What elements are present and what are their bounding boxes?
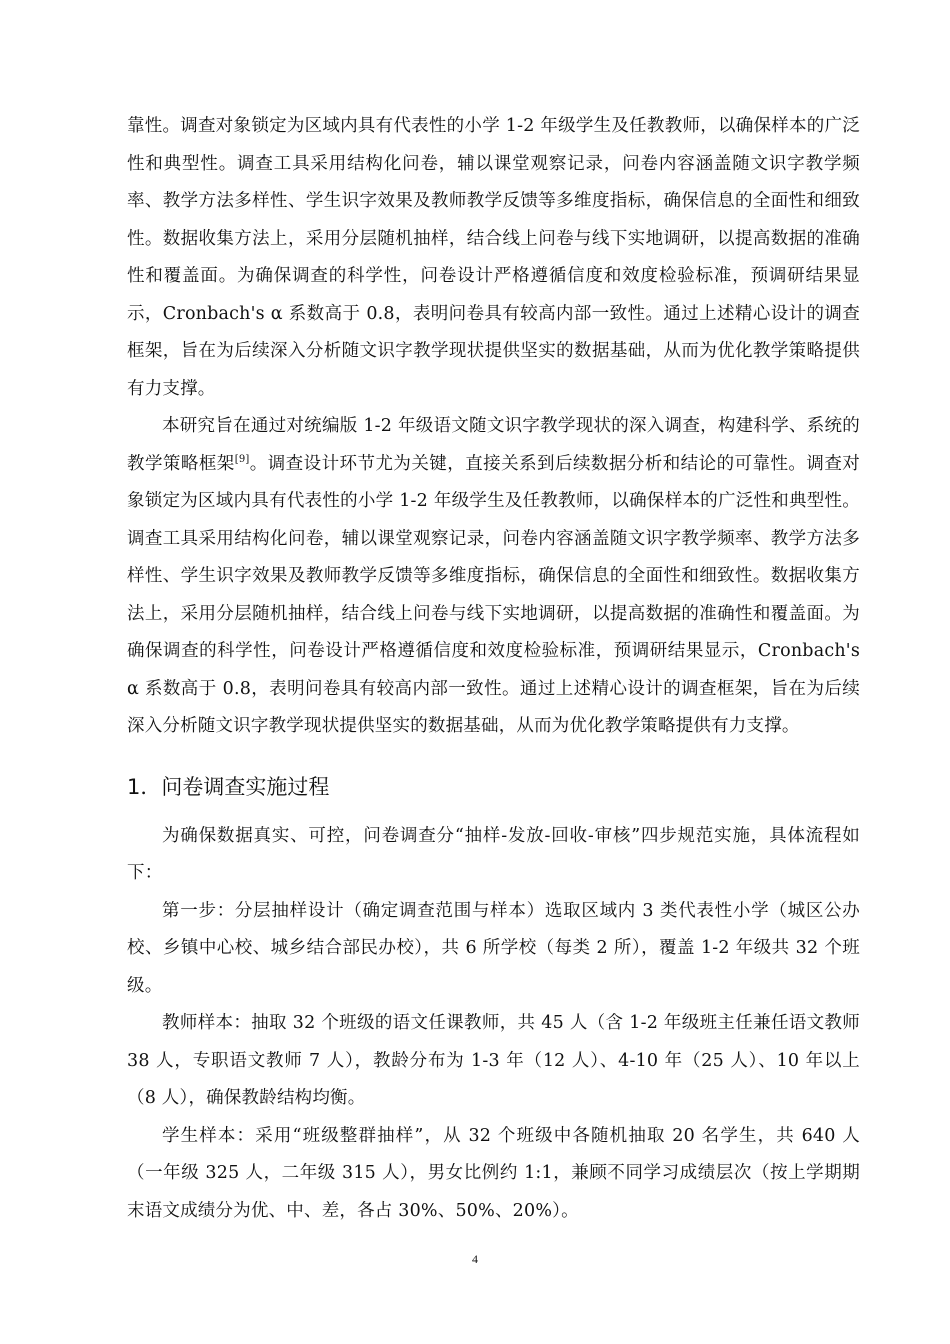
paragraph-student-sample: 学生样本：采用“班级整群抽样”，从 32 个班级中各随机抽取 20 名学生，共 640 人（一年级 325 人，二年级 315 人），男女比例约 1:1，兼顾不同学习成绩层次（按上学期期末语文成绩分为优、中、差，各占 30%、50%、20%）。 [127,1125,860,1221]
paragraph-text: 。调查设计环节尤为关键，直接关系到后续数据分析和结论的可靠性。调查对象锁定为区域内具有代表性的小学 1-2 年级学生及任教教师，以确保样本的广泛性和典型性。调查工具采用结构化问卷，辅以课堂观察记录，问卷内容涵盖随文识字教学频率、教学方法多样性、学生识字效果及教师教学反馈等多维度指标，确保信息的全面性和细致性。数据收集方法上，采用分层随机抽样，结合线上问卷与线下实地调研，以提高数据的准确性和覆盖面。为确保调查的科学性，问卷设计严格遵循信度和效度检验标准，预调研结果显示，Cronbach's α 系数高于 0.8，表明问卷具有较高内部一致性。通过上述精心设计的调查框架，旨在为后续深入分析随文识字教学现状提供坚实的数据基础，从而为优化教学策略提供有力支撑。 [127,453,860,736]
page-number: 4 [472,1252,478,1266]
paragraph-research-aim [127,408,860,746]
page-body [127,108,860,1230]
paragraph-text: 本研究旨在通过对统编版 1-2 年级语文随文识字教学现状的深入调查，构建科学、系统的教学策略框架 [127,416,860,474]
paragraph-continued: 靠性。调查对象锁定为区域内具有代表性的小学 1-2 年级学生及任教教师，以确保样本的广泛性和典型性。调查工具采用结构化问卷，辅以课堂观察记录，问卷内容涵盖随文识字教学频率、教学方法多样性、学生识字效果及教师教学反馈等多维度指标，确保信息的全面性和细致性。数据收集方法上，采用分层随机抽样，结合线上问卷与线下实地调研，以提高数据的准确性和覆盖面。为确保调查的科学性，问卷设计严格遵循信度和效度检验标准，预调研结果显示，Cronbach's α 系数高于 0.8，表明问卷具有较高内部一致性。通过上述精心设计的调查框架，旨在为后续深入分析随文识字教学现状提供坚实的数据基础，从而为优化教学策略提供有力支撑。 [127,116,860,399]
paragraph-survey-overview: 为确保数据真实、可控，问卷调查分“抽样-发放-回收-审核”四步规范实施，具体流程如下： [127,825,860,883]
citation-reference: [9] [234,453,250,465]
paragraph-step-one: 第一步：分层抽样设计（确定调查范围与样本）选取区域内 3 类代表性小学（城区公办校、乡镇中心校、城乡结合部民办校），共 6 所学校（每类 2 所），覆盖 1-2 年级共 32 个班级。 [127,900,860,996]
section-heading: 1．问卷调查实施过程 [127,774,330,799]
paragraph-teacher-sample: 教师样本：抽取 32 个班级的语文任课教师，共 45 人（含 1-2 年级班主任兼任语文教师 38 人，专职语文教师 7 人），教龄分布为 1-3 年（12 人）、4-10 年（25 人）、10 年以上（8 人），确保教龄结构均衡。 [127,1013,860,1108]
